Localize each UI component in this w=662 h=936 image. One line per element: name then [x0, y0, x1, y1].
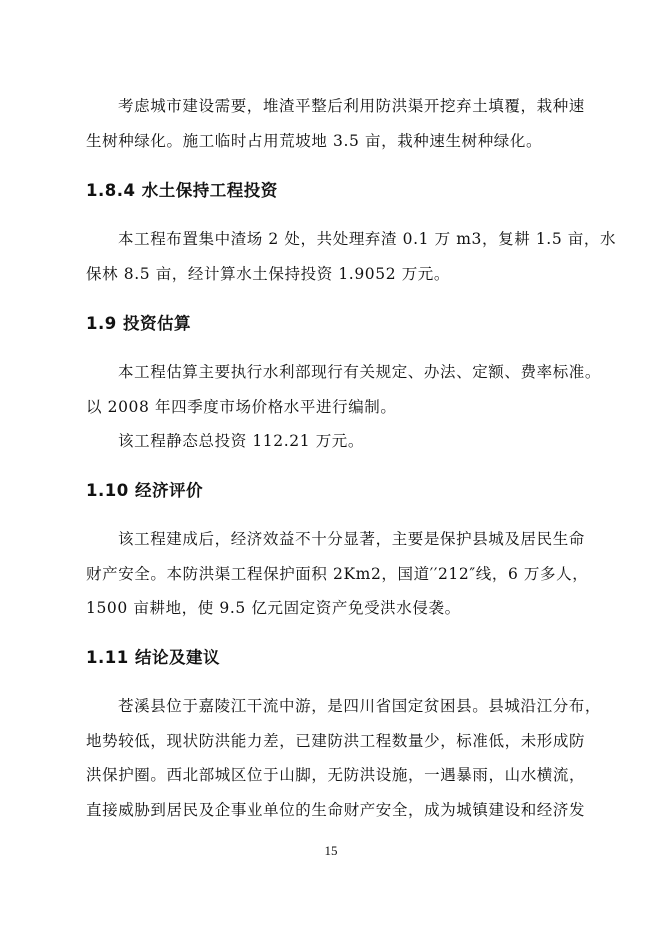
- paragraph-line: 洪保护圈。西北部城区位于山脚，无防洪设施，一遇暴雨，山水横流，: [86, 766, 586, 784]
- paragraph-line: 该工程建成后，经济效益不十分显著，主要是保护县城及居民生命: [118, 530, 585, 548]
- section-heading-1-8-4: 1.8.4 水土保持工程投资: [86, 181, 278, 200]
- paragraph-line: 本工程估算主要执行水利部现行有关规定、办法、定额、费率标准。: [118, 363, 602, 381]
- section-heading-1-10: 1.10 经济评价: [86, 481, 203, 500]
- paragraph-line: 本工程布置集中渣场 2 处，共处理弃渣 0.1 万 m3，复耕 1.5 亩，水: [118, 230, 617, 248]
- section-heading-1-11: 1.11 结论及建议: [86, 648, 220, 667]
- paragraph-line: 该工程静态总投资 112.21 万元。: [118, 432, 364, 450]
- paragraph-line: 考虑城市建设需要，堆渣平整后利用防洪渠开挖弃土填覆，栽种速: [118, 97, 585, 115]
- paragraph-line: 保林 8.5 亩，经计算水土保持投资 1.9052 万元。: [86, 265, 450, 283]
- paragraph-line: 财产安全。本防洪渠工程保护面积 2Km2，国道′′212″线，6 万多人，: [86, 565, 589, 583]
- paragraph-line: 1500 亩耕地，使 9.5 亿元固定资产免受洪水侵袭。: [86, 599, 461, 617]
- page-number: 15: [324, 843, 338, 858]
- paragraph-line: 生树种绿化。施工临时占用荒坡地 3.5 亩，栽种速生树种绿化。: [86, 132, 543, 150]
- paragraph-line: 苍溪县位于嘉陵江干流中游，是四川省国定贫困县。县城沿江分布，: [118, 697, 602, 715]
- paragraph-line: 直接威胁到居民及企事业单位的生命财产安全，成为城镇建设和经济发: [86, 801, 586, 819]
- paragraph-line: 地势较低，现状防洪能力差，已建防洪工程数量少，标准低，未形成防: [86, 732, 586, 750]
- section-heading-1-9: 1.9 投资估算: [86, 314, 191, 333]
- paragraph-line: 以 2008 年四季度市场价格水平进行编制。: [86, 398, 397, 416]
